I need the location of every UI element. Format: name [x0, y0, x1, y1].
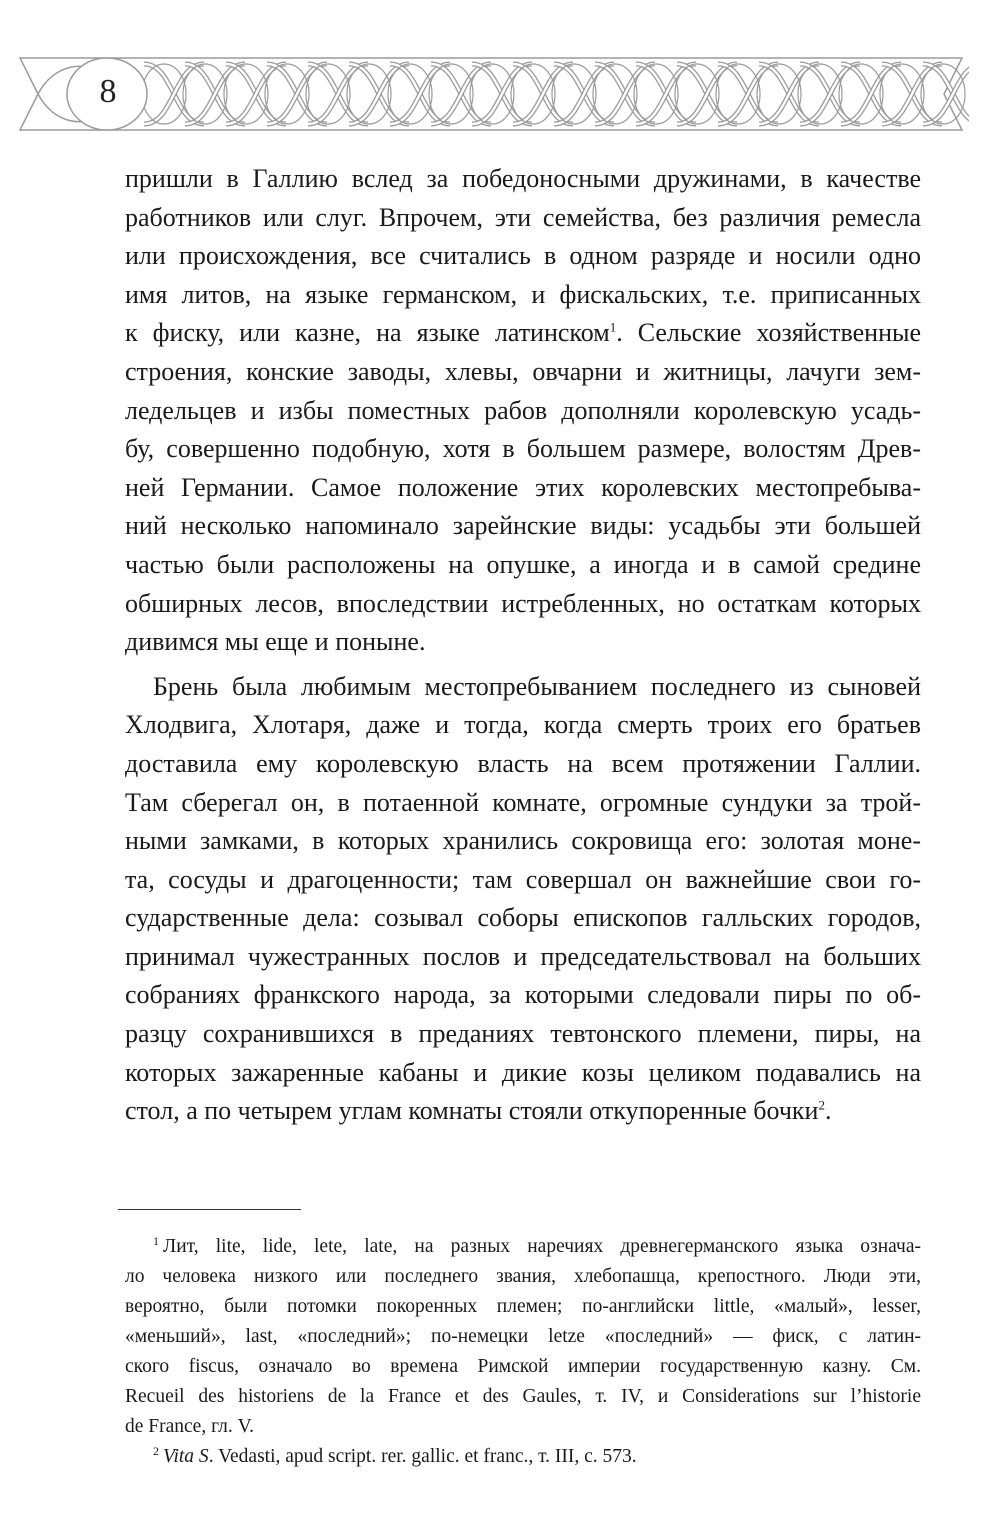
text-line — [125, 392, 921, 431]
text-segment: дивимся мы еще и поныне. — [125, 627, 426, 657]
footnote-line — [125, 1322, 921, 1352]
footnotes — [125, 1232, 921, 1472]
text-line — [125, 430, 921, 469]
footnote-text: ского fiscus, означало во времена Римской империи государственную казну. См. — [125, 1356, 921, 1377]
text-segment: к фиску, или казне, на языке латинском — [125, 318, 610, 348]
footnote-line — [125, 1232, 921, 1262]
footnote-text: вероятно, были потомки покоренных племен; по-английски little, «малый», lesser, — [125, 1296, 921, 1317]
footnote-marker: 2 — [153, 1443, 159, 1458]
text-segment: которых зажаренные кабаны и дикие козы целиком подавались на — [125, 1057, 921, 1087]
text-segment: ными замками, в которых хранились сокровища его: золотая моне- — [125, 826, 921, 856]
text-line — [125, 706, 921, 745]
paragraph — [125, 668, 921, 1131]
paragraph — [125, 160, 921, 662]
celtic-knot-ornament — [14, 54, 969, 134]
text-line — [125, 546, 921, 585]
text-segment: пришли в Галлию вслед за победоносными дружинами, в качестве — [125, 164, 921, 193]
text-line — [125, 1015, 921, 1054]
text-segment: Там сберегал он, в потаенной комнате, огромные сундуки за трой- — [125, 787, 921, 817]
text-segment: или происхождения, все считались в одном разряде и носили одно — [125, 241, 921, 271]
text-segment: та, сосуды и драгоценности; там совершал он важнейшие свои го- — [125, 864, 921, 894]
text-line — [125, 314, 921, 353]
footnote-reference[interactable]: 1 — [609, 319, 617, 335]
text-segment: работников или слуг. Впрочем, эти семейства, без различия ремесла — [125, 202, 921, 232]
footnote-text: de France, гл. V. — [125, 1416, 255, 1437]
footnote-divider — [118, 1209, 301, 1210]
text-line — [125, 822, 921, 861]
footnote-marker: 1 — [153, 1233, 159, 1248]
text-segment: частью были расположены на опушке, а иногда и в самой средине — [125, 549, 921, 579]
footnote-line — [125, 1442, 921, 1472]
text-line — [125, 1054, 921, 1093]
text-line — [125, 745, 921, 784]
text-line — [125, 353, 921, 392]
text-line — [125, 623, 921, 662]
text-segment: обширных лесов, впоследствии истребленных, но остаткам которых — [125, 588, 921, 618]
text-line — [125, 899, 921, 938]
text-segment: имя литов, на языке германском, и фискальских, т.е. приписанных — [125, 279, 921, 309]
text-line — [125, 507, 921, 546]
text-segment: стол, а по четырем углам комнаты стояли откупоренные бочки — [125, 1096, 819, 1126]
footnote-text: «меньший», last, «последний»; по-немецки letze «последний» — фиск, с латин- — [125, 1326, 921, 1347]
text-segment: ледельцев и избы поместных рабов дополняли королевскую усадь- — [125, 395, 921, 425]
footnote — [125, 1232, 921, 1442]
text-segment: ней Германии. Самое положение этих королевских местопребыва- — [125, 472, 921, 502]
footnote-text: ло человека низкого или последнего звания, хлебопашца, крепостного. Люди эти, — [125, 1266, 921, 1287]
text-line — [125, 938, 921, 977]
footnote-text: Recueil des historiens de la France et des Gaules, т. IV, и Considerations sur l’historie — [125, 1386, 921, 1407]
text-line — [125, 784, 921, 823]
footnote-line — [125, 1352, 921, 1382]
text-line — [125, 976, 921, 1015]
footnote-text: . Vedasti, apud script. rer. gallic. et franc., т. III, с. 573. — [208, 1446, 637, 1467]
page-number: 8 — [99, 73, 117, 110]
text-line — [125, 1092, 921, 1131]
text-line — [125, 276, 921, 315]
text-segment: сударственные дела: созывал соборы епископов галльских городов, — [125, 903, 921, 933]
footnote-line — [125, 1412, 921, 1442]
footnote — [125, 1442, 921, 1472]
text-line — [125, 237, 921, 276]
text-segment: ний несколько напоминало зарейнские виды: усадьбы эти большей — [125, 511, 921, 541]
text-line — [125, 585, 921, 624]
text-line — [125, 160, 921, 199]
text-segment: строения, конские заводы, хлевы, овчарни и житницы, лачуги зем- — [125, 356, 921, 386]
text-segment: Хлодвига, Хлотаря, даже и тогда, когда смерть троих его братьев — [125, 710, 921, 740]
footnote-italic-title: Vita S — [163, 1446, 209, 1467]
text-segment: бу, совершенно подобную, хотя в большем размере, волостям Древ- — [125, 434, 921, 464]
footnote-line — [125, 1382, 921, 1412]
footnote-text: Лит, lite, lide, lete, late, на разных наречиях древнегерманского языка означа- — [163, 1236, 921, 1257]
text-line — [125, 469, 921, 508]
text-segment: разцу сохранившихся в преданиях тевтонского племени, пиры, на — [125, 1019, 921, 1049]
main-text — [125, 160, 921, 1131]
text-segment: . Сельские хозяйственные — [616, 318, 921, 348]
text-line — [125, 199, 921, 238]
footnote-line — [125, 1292, 921, 1322]
text-line — [125, 668, 921, 707]
footnote-reference[interactable]: 2 — [818, 1097, 825, 1113]
text-segment: доставила ему королевскую власть на всем протяжении Галлии. — [125, 748, 921, 778]
text-segment: принимал чужестранных послов и председательствовал на больших — [125, 941, 921, 971]
footnote-line — [125, 1262, 921, 1292]
text-segment: . — [824, 1096, 832, 1126]
text-segment: собраниях франкского народа, за которыми следовали пиры по об- — [125, 980, 921, 1010]
text-segment: Брень была любимым местопребыванием последнего из сыновей — [153, 671, 921, 701]
text-line — [125, 861, 921, 900]
